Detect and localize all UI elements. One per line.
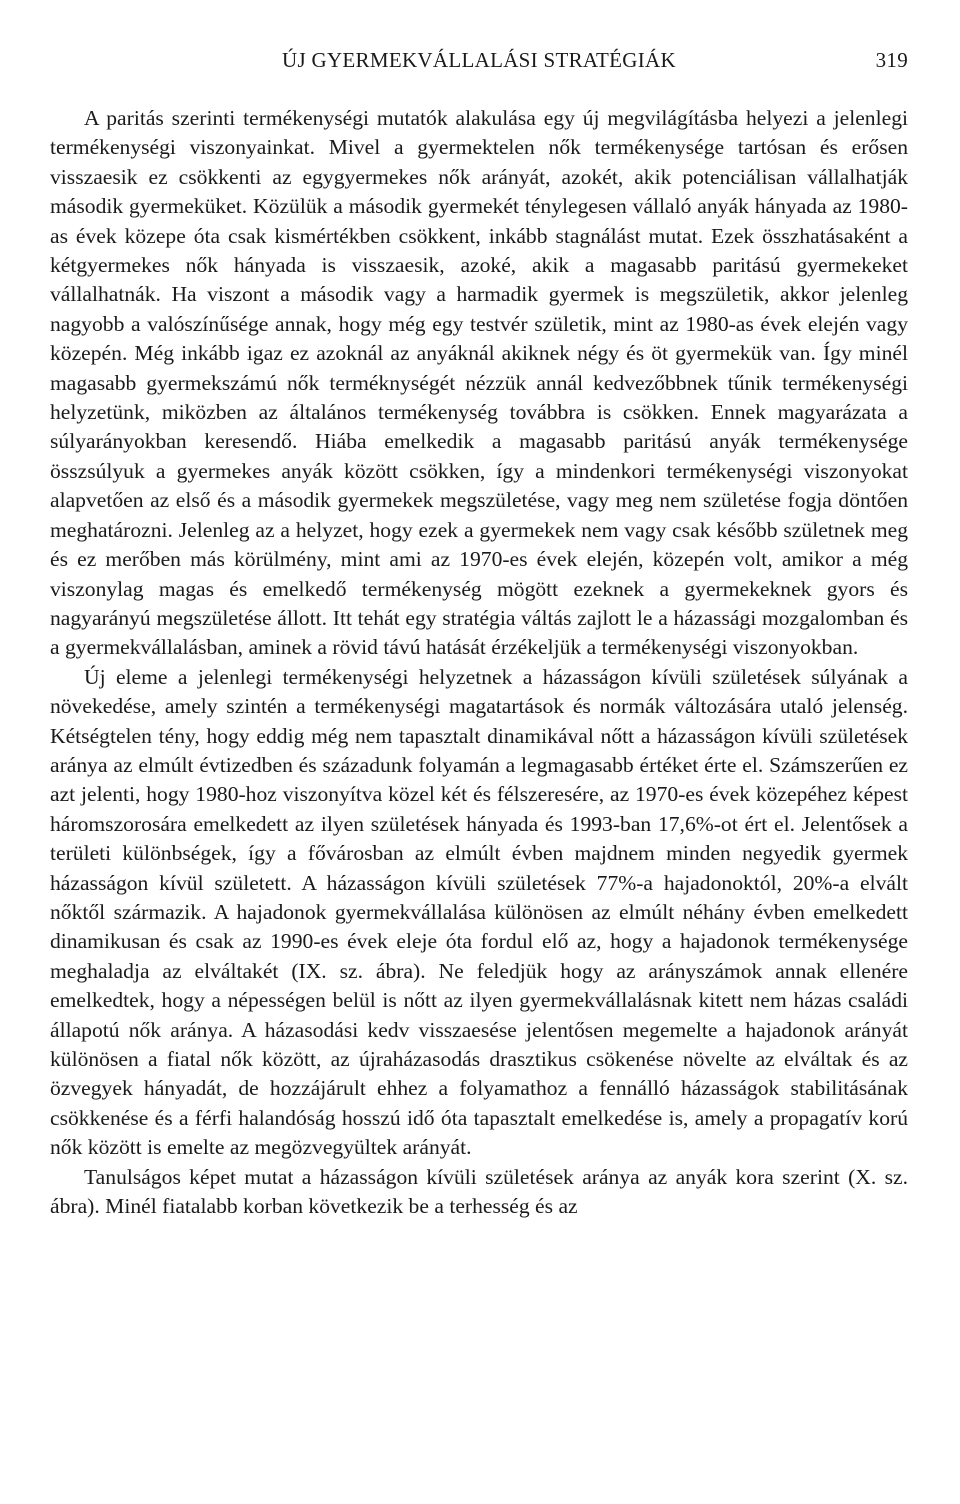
page-number: 319 <box>875 48 908 72</box>
paragraph-3: Tanulságos képet mutat a házasságon kívüli születések aránya az anyák kora szerint (X. sz. ábra). Minél fiatalabb korban következik be a terhesség és az <box>50 1164 908 1219</box>
running-head <box>50 44 908 78</box>
running-head-title: ÚJ GYERMEKVÁLLALÁSI STRATÉGIÁK <box>282 48 676 72</box>
body-text <box>50 104 908 1221</box>
book-page <box>50 44 908 1221</box>
paragraph-2: Új eleme a jelenlegi termékenységi helyzetnek a házasságon kívüli születések súlyának a növekedése, amely szintén a termékenységi magatartások és normák változására utaló jelenség. Kétségtelen tény, hogy eddig még nem tapasztalt dinamikával nőtt a házasságon kívüli születések aránya az elmúlt évtizedben és századunk folyamán a legmagasabb értéket érte el. Számszerűen ez azt jelenti, hogy 1980-hoz viszonyítva közel két és félszeresére, az 1970-es évek közepéhez képest háromszorosára emelkedett az ilyen születések hányada és 1993-ban 17,6%-ot ért el. Jelentősek a területi különbségek, így a fővárosban az elmúlt évben majdnem minden negyedik gyermek házasságon kívül született. A házasságon kívüli születések 77%-a hajadonoktól, 20%-a elvált nőktől származik. A hajadonok gyermekvállalása különösen az elmúlt néhány évben emelkedett dinamikusan és csak az 1990-es évek eleje óta fordul elő az, hogy a hajadonok termékenysége meghaladja az elváltakét (IX. sz. ábra). Ne feledjük hogy az arányszámok annak ellenére emelkedtek, hogy a népességen belül is nőtt az ilyen gyermekvállalásnak kitett nem házas családi állapotú nők aránya. A házasodási kedv visszaesése jelentősen megemelte a hajadonok arányát különösen a fiatal nők között, az újraházasodás drasztikus csökenése növelte az elváltak és az özvegyek hányadát, de hozzájárult ehhez a folyamathoz a fennálló házasságok stabilitásának csökkenése és a férfi halandóság hosszú idő óta tapasztalt emelkedése is, amely a propagatív korú nők között is emelte az megözvegyültek arányát. <box>50 664 908 1160</box>
paragraph-1: A paritás szerinti termékenységi mutatók alakulása egy új megvilágításba helyezi a jelenlegi termékenységi viszonyainkat. Mivel a gyermektelen nők termékenysége tartósan és erősen visszaesik ez csökkenti az egygyermekes nők arányát, azokét, akik potenciálisan vállalhatják második gyermeküket. Közülük a második gyermekét ténylegesen vállaló anyák hányada az 1980-as évek közepe óta csak kismértékben csökkent, inkább stagnálást mutat. Ezek összhatásaként a kétgyermekes nők hányada is visszaesik, azoké, akik a magasabb paritású gyermekeket vállalhatnák. Ha viszont a második vagy a harmadik gyermek is megszületik, akkor jelenleg nagyobb a valószínűsége annak, hogy még egy testvér születik, mint az 1980-as évek elején vagy közepén. Még inkább igaz ez azoknál az anyáknál akiknek négy és öt gyermekük van. Így minél magasabb gyermekszámú nők terméknységét nézzük annál kedvezőbbnek tűnik termékenységi helyzetünk, miközben az általános termékenység továbbra is csökken. Ennek magyarázata a súlyarányokban keresendő. Hiába emelkedik a magasabb paritású anyák termékenysége összsúlyuk a gyermekes anyák között csökken, így a mindenkori termékenységi viszonyokat alapvetően az első és a második gyermekek megszületése, vagy meg nem születése fogja döntően meghatározni. Jelenleg az a helyzet, hogy ezek a gyermekek nem vagy csak később születnek meg és ez merőben más körülmény, mint ami az 1970-es évek elején, közepén volt, amikor a még viszonylag magas és emelkedő termékenység mögött ezeknek a gyermekeknek gyors és nagyarányú megszületése állott. Itt tehát egy stratégia váltás zajlott le a házassági mozgalomban és a gyermekvállalásban, aminek a rövid távú hatását érzékeljük a termékenységi viszonyokban. <box>50 106 908 660</box>
